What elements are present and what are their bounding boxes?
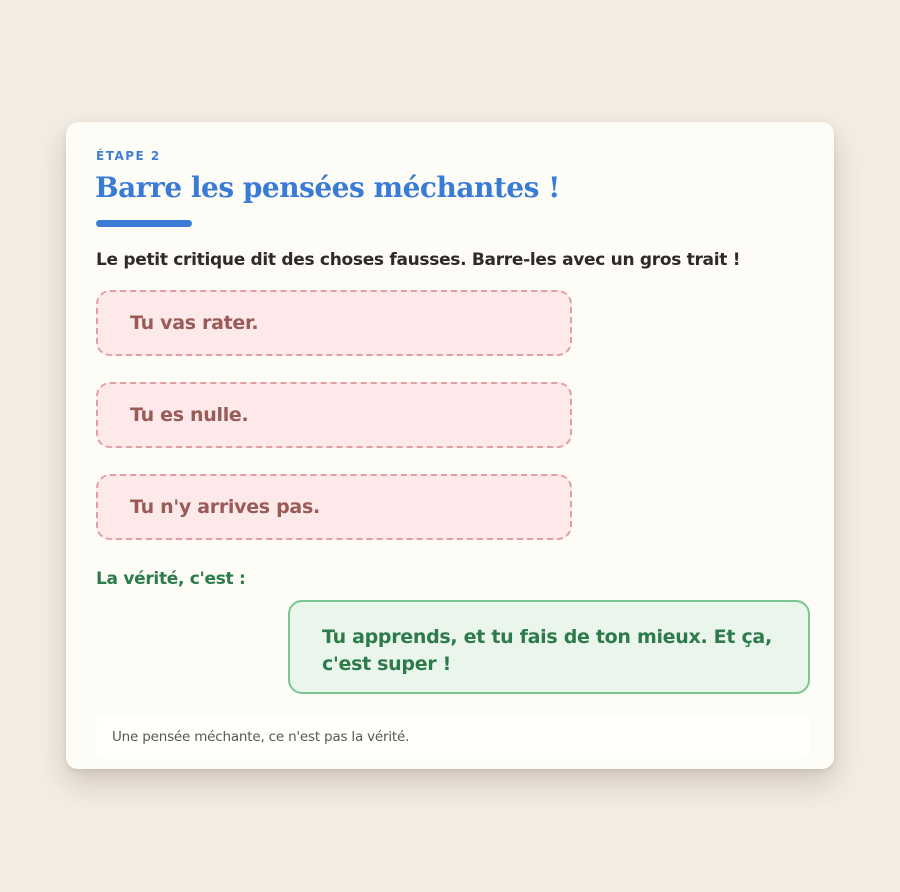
mean-thought-3[interactable]: Tu n'y arrives pas. (96, 474, 572, 540)
activity-card (66, 122, 834, 769)
truth-bubble: Tu apprends, et tu fais de ton mieux. Et ça, c'est super ! (288, 600, 810, 694)
truth-label: La vérité, c'est : (96, 569, 246, 589)
mean-thought-2[interactable]: Tu es nulle. (96, 382, 572, 448)
page-title: Barre les pensées méchantes ! (95, 171, 560, 204)
title-underline (96, 220, 192, 227)
instruction-text: Le petit critique dit des choses fausses. Barre-les avec un gros trait ! (96, 250, 741, 270)
step-label: ÉTAPE 2 (96, 149, 161, 163)
footnote: Une pensée méchante, ce n'est pas la vérité. (96, 715, 810, 759)
mean-thought-1[interactable]: Tu vas rater. (96, 290, 572, 356)
